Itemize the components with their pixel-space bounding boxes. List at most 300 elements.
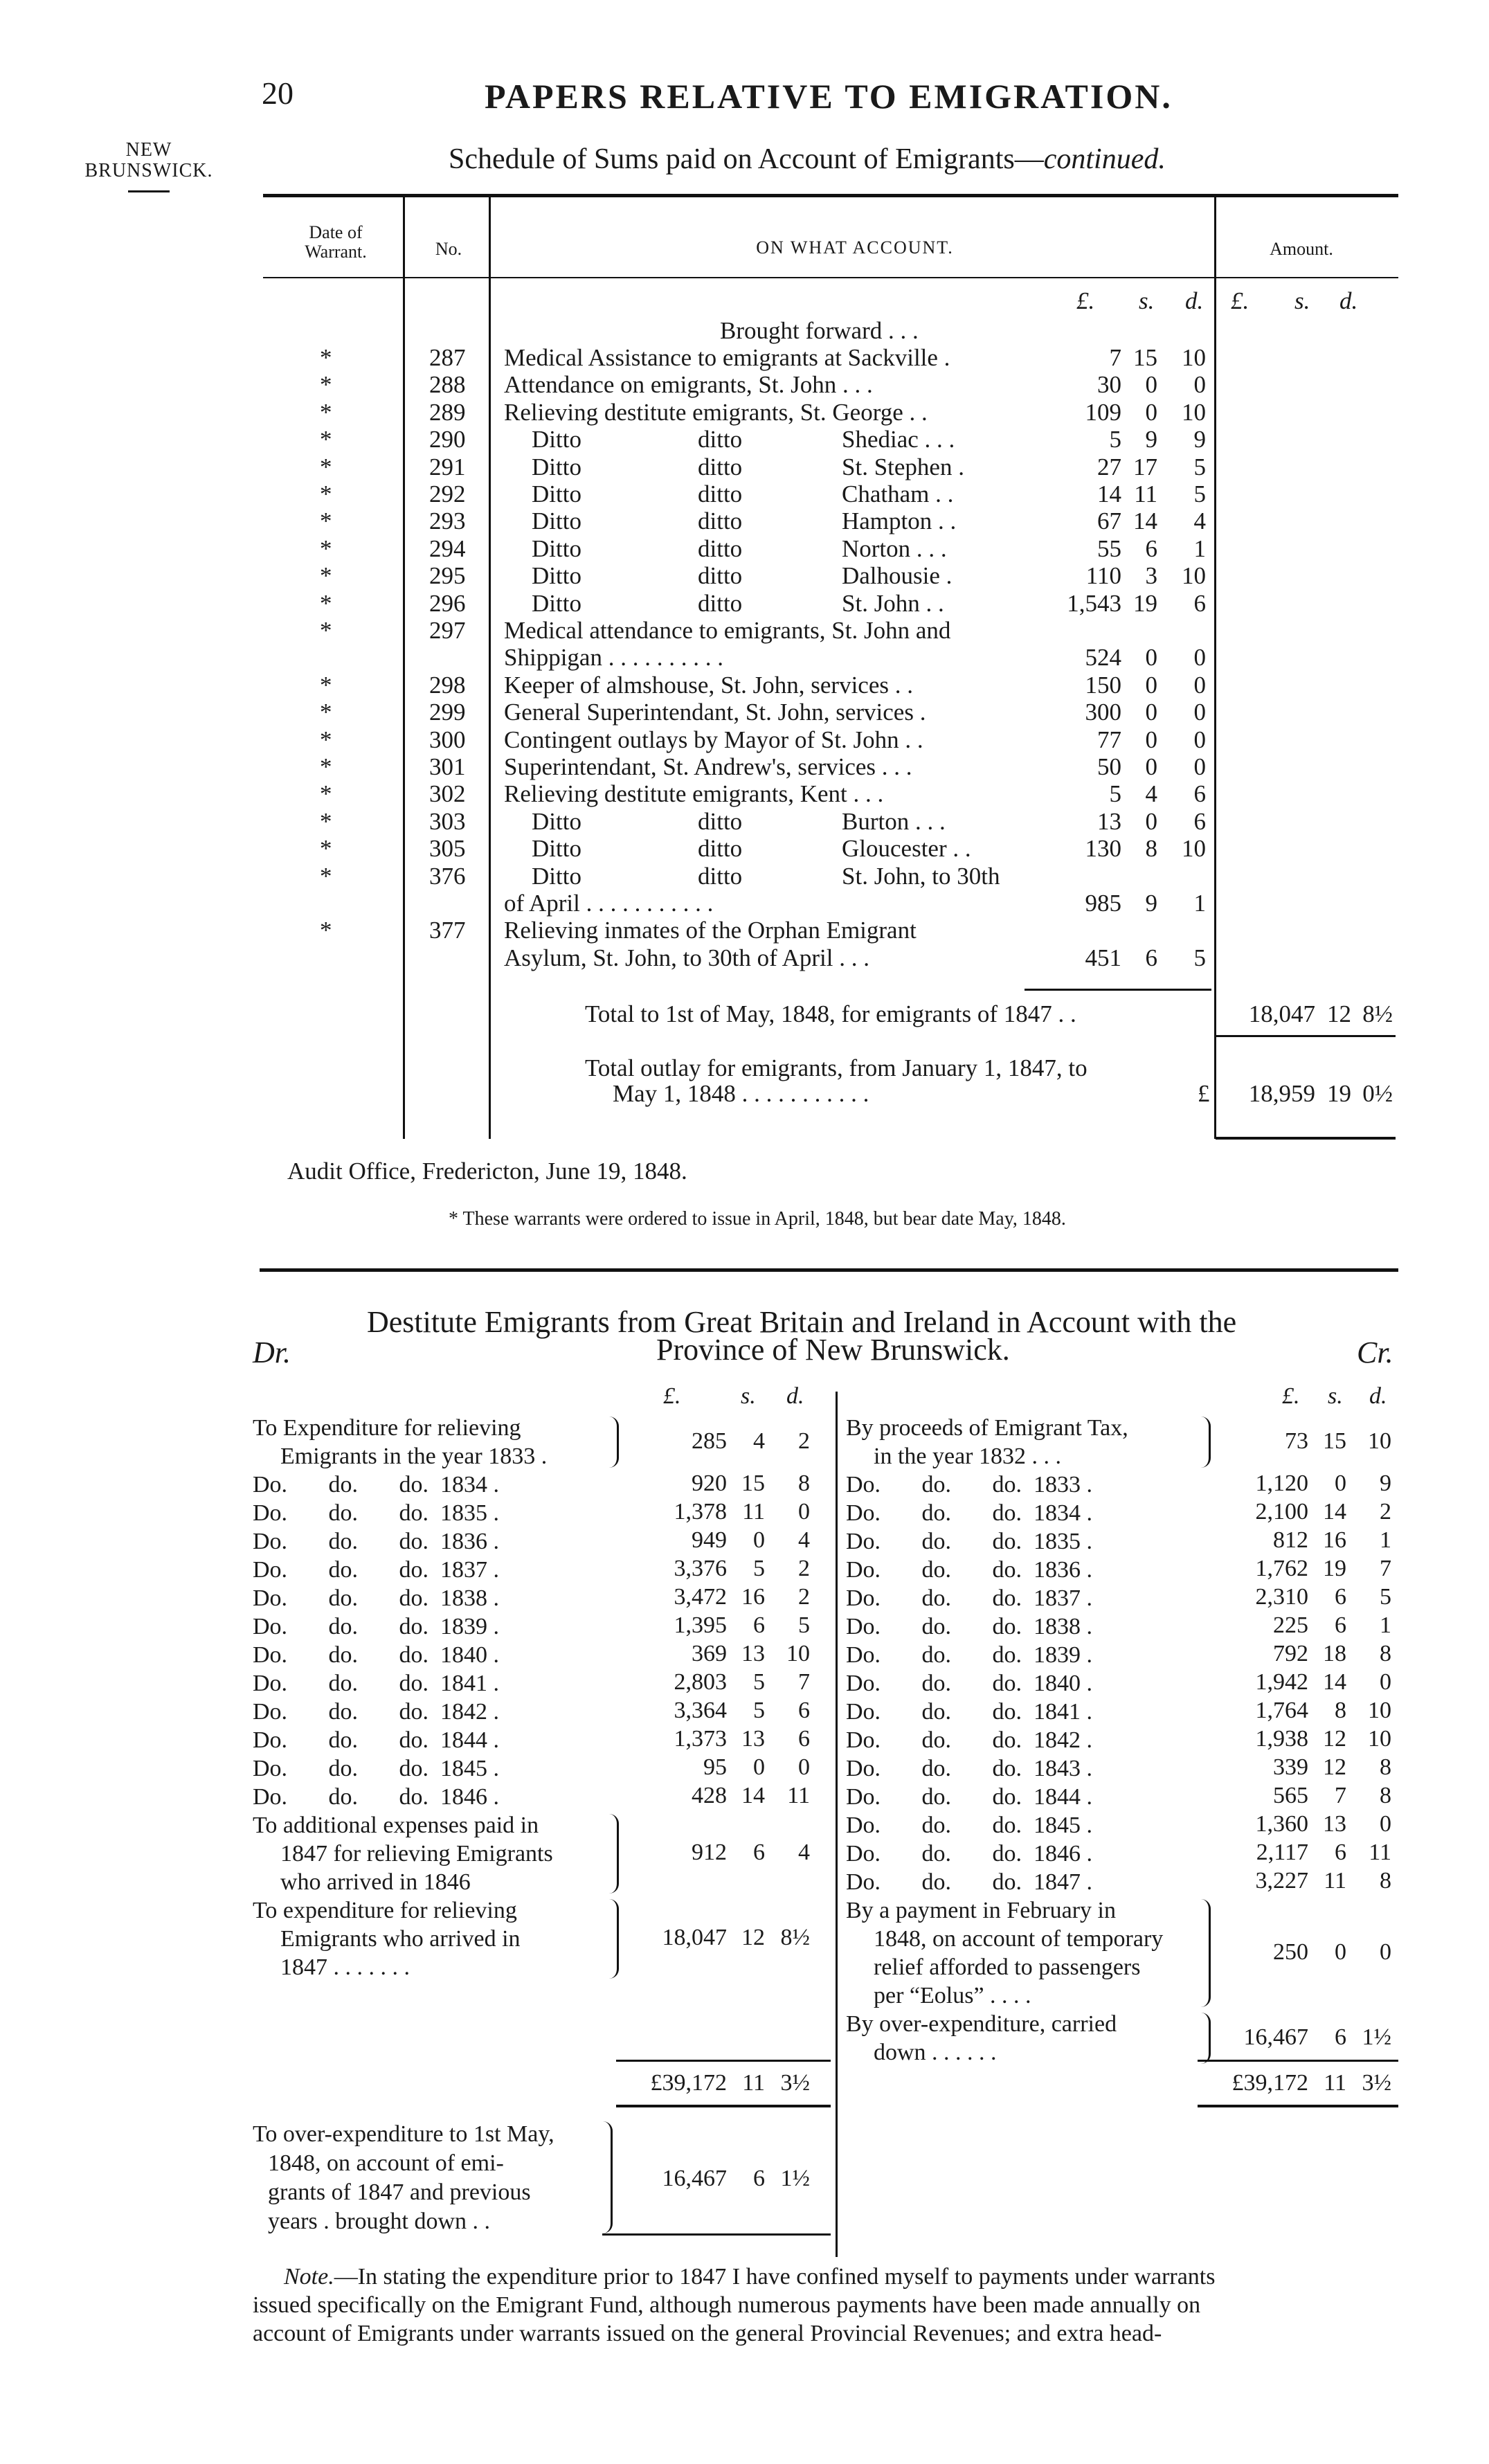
entry-line: By proceeds of Emigrant Tax,	[846, 1415, 1128, 1441]
entry-line: To Expenditure for relieving	[253, 1415, 521, 1441]
entry-pence: 6	[798, 1726, 810, 1752]
entry-line: By a payment in February in	[846, 1898, 1116, 1923]
entry-pence: 11	[1369, 1840, 1391, 1865]
dr-currency-d: d.	[786, 1383, 804, 1409]
entry-pounds: 2,100	[1255, 1499, 1308, 1525]
entry-text	[846, 1669, 1199, 1698]
warrant-star: *	[320, 426, 332, 453]
entry-pounds: 3,364	[674, 1698, 727, 1723]
warrant-number: 287	[429, 344, 466, 371]
entry-text	[846, 1726, 1199, 1754]
total-2-line-2: May 1, 1848 . . . . . . . . . . .	[613, 1080, 869, 1107]
footnote: * These warrants were ordered to issue in April, 1848, but bear date May, 1848.	[449, 1208, 1066, 1230]
account-text: Medical attendance to emigrants, St. John and	[504, 617, 951, 644]
warrant-star: *	[320, 344, 332, 371]
entry-pence: 8	[1380, 1641, 1391, 1666]
account-title-line-2: Province of New Brunswick.	[656, 1333, 1010, 1367]
entry-shillings: 18	[1323, 1641, 1346, 1666]
entry-pounds: 428	[692, 1783, 727, 1808]
entry-text	[253, 1414, 606, 1471]
brought-down-line: To over-expenditure to 1st May,	[253, 2121, 554, 2147]
amount-pence: 5	[1193, 944, 1206, 971]
entry-line: Do. do. do. 1839 .	[846, 1642, 1093, 1668]
entry-shillings: 0	[753, 1527, 765, 1553]
entry-pence: 2	[1380, 1499, 1391, 1525]
amount-pounds: 985	[1085, 890, 1121, 917]
warrant-number: 300	[429, 726, 466, 753]
entry-line: Do. do. do. 1847 .	[846, 1869, 1093, 1895]
amount-shillings: 0	[1145, 644, 1157, 672]
account-center-rule	[836, 1392, 838, 2257]
entry-line: Do. do. do. 1843 .	[846, 1756, 1093, 1781]
entry-pounds: 1,762	[1255, 1556, 1308, 1581]
entry-line: Do. do. do. 1844 .	[253, 1727, 500, 1753]
entry-pence: 1½	[1362, 2024, 1391, 2050]
cr-currency-d: d.	[1369, 1383, 1387, 1409]
entry-pounds: 3,472	[674, 1584, 727, 1610]
amount-pence: 10	[1182, 835, 1206, 863]
account-ditto: Ditto	[532, 507, 581, 535]
note-label: Note.	[284, 2264, 334, 2290]
side-note-line: BRUNSWICK.	[84, 160, 213, 181]
entry-line: Do. do. do. 1834 .	[253, 1472, 500, 1498]
account-place: Gloucester . .	[842, 835, 971, 863]
entry-pence: 10	[1368, 1428, 1391, 1454]
debit-total-d: 3½	[780, 2070, 810, 2096]
entry-pounds: 812	[1273, 1527, 1308, 1553]
entry-line: Do. do. do. 1845 .	[846, 1813, 1093, 1838]
entry-pence: 11	[787, 1783, 810, 1808]
amount-shillings: 9	[1145, 426, 1157, 453]
amount-pounds: 5	[1109, 426, 1121, 453]
amount-shillings: 0	[1145, 726, 1157, 753]
header-amount: Amount.	[1270, 239, 1333, 259]
entry-pence: 9	[1380, 1471, 1391, 1496]
warrant-number: 377	[429, 917, 466, 944]
col-rule-no	[489, 197, 491, 1139]
entry-text	[846, 1584, 1199, 1612]
entry-text	[253, 1527, 606, 1556]
entry-line: Emigrants who arrived in	[280, 1926, 521, 1952]
entry-text	[846, 1811, 1199, 1840]
account-text: Contingent outlays by Mayor of St. John . .	[504, 726, 923, 753]
dr-currency-s: s.	[741, 1383, 756, 1409]
brought-down-line: years . brought down . .	[268, 2209, 491, 2234]
entry-pence: 6	[798, 1698, 810, 1723]
amount-shillings: 6	[1145, 944, 1157, 971]
account-place: St. John, to 30th	[842, 862, 1000, 890]
warrant-number: 292	[429, 480, 466, 507]
account-place: Norton . . .	[842, 534, 947, 562]
account-text: Relieving destitute emigrants, Kent . . .	[504, 780, 884, 808]
entry-shillings: 7	[1335, 1783, 1346, 1808]
entry-brace	[606, 1417, 619, 1468]
entry-text	[846, 1556, 1199, 1584]
account-place: Chatham . .	[842, 480, 954, 507]
warrant-number: 291	[429, 453, 466, 480]
amount-pounds: 67	[1097, 507, 1121, 535]
entry-shillings: 6	[1335, 2024, 1346, 2050]
table-header-rule	[263, 277, 1398, 278]
credit-total-l: £39,172	[1231, 2070, 1308, 2096]
account-text: Medical Assistance to emigrants at Sackville .	[504, 344, 950, 371]
account-ditto: Ditto	[532, 562, 581, 590]
entry-line: Do. do. do. 1844 .	[846, 1784, 1093, 1810]
account-title-line-1: Destitute Emigrants from Great Britain and Ireland in Account with the	[367, 1305, 1237, 1339]
entry-line: Do. do. do. 1841 .	[253, 1671, 500, 1696]
entry-pounds: 18,047	[662, 1925, 727, 1950]
entry-pounds: 912	[692, 1840, 727, 1865]
entry-pence: 0	[1380, 1669, 1391, 1695]
entry-pounds: 1,395	[674, 1612, 727, 1638]
amount-pence: 0	[1193, 644, 1206, 672]
amount-shillings: 0	[1145, 671, 1157, 699]
entry-text	[846, 1783, 1199, 1811]
amount-shillings: 3	[1145, 562, 1157, 590]
amount-shillings: 0	[1145, 371, 1157, 399]
note-line: —In stating the expenditure prior to 1847 I have confined myself to payments under warrants	[334, 2264, 1216, 2290]
entry-shillings: 19	[1323, 1556, 1346, 1581]
currency-l: £.	[1076, 287, 1095, 314]
entry-shillings: 13	[741, 1641, 765, 1666]
account-ditto: ditto	[698, 453, 743, 480]
entry-line: Do. do. do. 1839 .	[253, 1614, 500, 1639]
account-text: Relieving destitute emigrants, St. George . .	[504, 398, 928, 426]
amount-pounds: 14	[1097, 480, 1121, 507]
entry-pence: 5	[1380, 1584, 1391, 1610]
entry-shillings: 12	[1323, 1726, 1346, 1752]
entry-pence: 7	[798, 1669, 810, 1695]
amount-pence: 10	[1182, 344, 1206, 371]
note-line: issued specifically on the Emigrant Fund, although numerous payments have been made annually on	[253, 2292, 1201, 2318]
entry-line: Do. do. do. 1834 .	[846, 1500, 1093, 1526]
amount-shillings: 0	[1145, 807, 1157, 835]
entry-pence: 0	[798, 1499, 810, 1525]
account-ditto: ditto	[698, 807, 743, 835]
entry-text	[253, 1471, 606, 1499]
account-place: St. John . .	[842, 589, 944, 617]
warrant-star: *	[320, 617, 332, 644]
account-place: Burton . . .	[842, 807, 946, 835]
warrant-number: 288	[429, 371, 466, 399]
entry-line: 1847 . . . . . . .	[280, 1954, 410, 1980]
entry-pence: 1	[1380, 1612, 1391, 1638]
entry-shillings: 6	[1335, 1584, 1346, 1610]
account-ditto: ditto	[698, 426, 743, 453]
warrant-star: *	[320, 753, 332, 780]
page-number: 20	[262, 75, 294, 111]
amount-pounds: 13	[1097, 807, 1121, 835]
entry-pence: 2	[798, 1428, 810, 1454]
amount-shillings: 0	[1145, 753, 1157, 780]
total-2-line-1: Total outlay for emigrants, from January 1, 1847, to	[585, 1054, 1088, 1081]
amount-pounds: 7	[1109, 344, 1121, 371]
amount-pounds: 300	[1085, 699, 1121, 726]
amount-shillings: 8	[1145, 835, 1157, 863]
warrant-number: 296	[429, 589, 466, 617]
total-1-d: 8½	[1362, 1000, 1393, 1027]
entry-shillings: 6	[753, 1612, 765, 1638]
entry-line: Do. do. do. 1833 .	[846, 1472, 1093, 1498]
entry-pounds: 73	[1285, 1428, 1308, 1454]
amount-pounds: 110	[1085, 562, 1121, 590]
entry-text	[253, 1783, 606, 1811]
total-1-s: 12	[1327, 1000, 1351, 1027]
header-date-line: Warrant.	[305, 242, 367, 262]
account-text: Attendance on emigrants, St. John . . .	[504, 371, 873, 399]
brought-down-line: grants of 1847 and previous	[268, 2179, 531, 2205]
entry-pounds: 2,117	[1256, 1840, 1308, 1865]
amount-pence: 0	[1193, 753, 1206, 780]
entry-line: Do. do. do. 1845 .	[253, 1756, 500, 1781]
warrant-star: *	[320, 699, 332, 726]
entry-pounds: 285	[692, 1428, 727, 1454]
account-ditto: ditto	[698, 862, 743, 890]
total-1-l: 18,047	[1248, 1000, 1315, 1027]
entry-pounds: 1,360	[1255, 1811, 1308, 1837]
entry-shillings: 5	[753, 1556, 765, 1581]
entry-line: Do. do. do. 1842 .	[253, 1699, 500, 1725]
currency-d: d.	[1185, 287, 1204, 314]
entry-shillings: 13	[741, 1726, 765, 1752]
account-ditto: Ditto	[532, 480, 581, 507]
amount-shillings: 4	[1145, 780, 1157, 808]
amount-pence: 1	[1193, 534, 1206, 562]
col-rule-amount	[1214, 197, 1216, 1139]
entry-pence: 8	[1380, 1868, 1391, 1894]
entry-text	[846, 2010, 1199, 2067]
total-2-l: 18,959	[1248, 1080, 1315, 1107]
warrant-star: *	[320, 835, 332, 863]
entry-line: Do. do. do. 1842 .	[846, 1727, 1093, 1753]
entry-pence: 8½	[780, 1925, 810, 1950]
warrant-star: *	[320, 862, 332, 890]
cr-label: Cr.	[1357, 1336, 1393, 1369]
warrant-number: 298	[429, 671, 466, 699]
entry-pounds: 792	[1273, 1641, 1308, 1666]
account-ditto: ditto	[698, 507, 743, 535]
entry-text	[253, 1669, 606, 1698]
schedule-title-main: Schedule of Sums paid on Account of Emigrants—	[449, 143, 1044, 175]
entry-line: To additional expenses paid in	[253, 1813, 539, 1838]
entry-text	[253, 1584, 606, 1612]
entry-shillings: 16	[1323, 1527, 1346, 1553]
entry-shillings: 14	[1323, 1499, 1346, 1525]
entry-pence: 10	[1368, 1726, 1391, 1752]
entry-pounds: 3,227	[1255, 1868, 1308, 1894]
entry-pounds: 1,938	[1255, 1726, 1308, 1752]
warrant-star: *	[320, 780, 332, 808]
entry-line: Do. do. do. 1836 .	[253, 1529, 500, 1554]
account-text: Shippigan . . . . . . . . . .	[504, 644, 723, 672]
warrant-number: 303	[429, 807, 466, 835]
entry-text	[846, 1527, 1199, 1556]
amount-pence: 10	[1182, 562, 1206, 590]
amount-pence: 5	[1193, 453, 1206, 480]
warrant-number: 305	[429, 835, 466, 863]
entry-text	[846, 1896, 1199, 2010]
entry-line: 1847 for relieving Emigrants	[280, 1841, 553, 1867]
entry-text	[846, 1868, 1199, 1896]
amount-shillings: 0	[1145, 398, 1157, 426]
warrant-number: 295	[429, 562, 466, 590]
entry-text	[253, 1811, 606, 1896]
entry-line: Do. do. do. 1838 .	[846, 1614, 1093, 1639]
entry-line: relief afforded to passengers	[874, 1954, 1141, 1980]
entry-shillings: 5	[753, 1698, 765, 1723]
warrant-number: 301	[429, 753, 466, 780]
currency-l-2: £.	[1231, 287, 1249, 314]
entry-pounds: 565	[1273, 1783, 1308, 1808]
entry-text	[846, 1414, 1199, 1471]
entry-line: Emigrants in the year 1833 .	[280, 1444, 548, 1469]
amount-pounds: 109	[1085, 398, 1121, 426]
entry-shillings: 11	[742, 1499, 765, 1525]
warrant-number: 289	[429, 398, 466, 426]
entry-line: per “Eolus” . . . .	[874, 1983, 1031, 2008]
entry-shillings: 0	[753, 1754, 765, 1780]
amount-shillings: 19	[1133, 589, 1157, 617]
currency-s-2: s.	[1294, 287, 1310, 314]
account-ditto: ditto	[698, 835, 743, 863]
brought-down-l: 16,467	[662, 2166, 727, 2191]
amount-pence: 1	[1193, 890, 1206, 917]
credit-total-s: 11	[1324, 2070, 1346, 2096]
amount-pounds: 30	[1097, 371, 1121, 399]
total-1-label: Total to 1st of May, 1848, for emigrants of 1847 . .	[585, 1000, 1076, 1027]
entry-text	[253, 1499, 606, 1527]
account-text: General Superintendant, St. John, services .	[504, 699, 926, 726]
entry-text	[253, 1726, 606, 1754]
account-ditto: ditto	[698, 480, 743, 507]
amount-pence: 6	[1193, 589, 1206, 617]
warrant-star: *	[320, 807, 332, 835]
entry-text	[846, 1840, 1199, 1868]
amount-pounds: 524	[1085, 644, 1121, 672]
entry-text	[846, 1641, 1199, 1669]
entry-shillings: 8	[1335, 1698, 1346, 1723]
account-ditto: ditto	[698, 534, 743, 562]
entry-text	[846, 1471, 1199, 1499]
amount-pence: 9	[1193, 426, 1206, 453]
account-text: of April . . . . . . . . . . .	[504, 890, 714, 917]
account-text: Asylum, St. John, to 30th of April . . .	[504, 944, 869, 971]
entry-pence: 0	[1380, 1939, 1391, 1965]
entry-pounds: 16,467	[1243, 2024, 1308, 2050]
entry-pounds: 225	[1273, 1612, 1308, 1638]
warrant-star: *	[320, 726, 332, 753]
warrant-star: *	[320, 562, 332, 590]
entry-pence: 2	[798, 1556, 810, 1581]
entry-shillings: 6	[753, 1840, 765, 1865]
amount-pence: 10	[1182, 398, 1206, 426]
account-ditto: Ditto	[532, 453, 581, 480]
warrant-star: *	[320, 398, 332, 426]
entry-text	[846, 1698, 1199, 1726]
warrant-number: 293	[429, 507, 466, 535]
amount-shillings: 15	[1133, 344, 1157, 371]
amount-pence: 0	[1193, 726, 1206, 753]
entry-text	[846, 1612, 1199, 1641]
entry-pence: 7	[1380, 1556, 1391, 1581]
account-ditto: Ditto	[532, 534, 581, 562]
entry-text	[253, 1698, 606, 1726]
warrant-number: 376	[429, 862, 466, 890]
warrant-number: 299	[429, 699, 466, 726]
entry-shillings: 5	[753, 1669, 765, 1695]
entry-shillings: 4	[753, 1428, 765, 1454]
amount-pounds: 5	[1109, 780, 1121, 808]
entry-line: Do. do. do. 1846 .	[253, 1784, 500, 1810]
amount-pounds: 150	[1085, 671, 1121, 699]
entry-text	[253, 1612, 606, 1641]
account-ditto: Ditto	[532, 862, 581, 890]
entry-line: in the year 1832 . . .	[874, 1444, 1061, 1469]
amount-shillings: 11	[1134, 480, 1157, 507]
dr-label: Dr.	[253, 1336, 291, 1369]
header-date	[270, 223, 401, 262]
entry-pounds: 369	[692, 1641, 727, 1666]
entry-pounds: 920	[692, 1471, 727, 1496]
entry-line: Do. do. do. 1835 .	[846, 1529, 1093, 1554]
running-head: PAPERS RELATIVE TO EMIGRATION.	[485, 77, 1173, 116]
entry-line: Do. do. do. 1837 .	[253, 1557, 500, 1583]
currency-s: s.	[1139, 287, 1155, 314]
entry-pence: 5	[798, 1612, 810, 1638]
amount-pounds: 50	[1097, 753, 1121, 780]
header-account: ON WHAT ACCOUNT.	[756, 237, 954, 258]
amount-pounds: 451	[1085, 944, 1121, 971]
entry-shillings: 0	[1335, 1939, 1346, 1965]
entry-pence: 4	[798, 1840, 810, 1865]
amount-pounds: 1,543	[1067, 589, 1121, 617]
entry-shillings: 13	[1323, 1811, 1346, 1837]
entry-brace	[606, 1814, 619, 1894]
amount-shillings: 14	[1133, 507, 1157, 535]
brought-forward: Brought forward . . .	[720, 317, 919, 344]
side-note	[66, 140, 232, 181]
entry-text	[846, 1754, 1199, 1783]
amount-pence: 0	[1193, 671, 1206, 699]
entry-line: Do. do. do. 1836 .	[846, 1557, 1093, 1583]
warrant-star: *	[320, 589, 332, 617]
entry-line: Do. do. do. 1846 .	[846, 1841, 1093, 1867]
warrant-star: *	[320, 507, 332, 535]
account-place: Hampton . .	[842, 507, 957, 535]
entry-pence: 8	[1380, 1783, 1391, 1808]
brought-down-d: 1½	[780, 2166, 810, 2191]
amount-pounds: 130	[1085, 835, 1121, 863]
entry-pence: 8	[1380, 1754, 1391, 1780]
amount-shillings: 0	[1145, 699, 1157, 726]
amount-pounds: 55	[1097, 534, 1121, 562]
entry-text	[253, 1896, 606, 1981]
entry-pounds: 95	[703, 1754, 727, 1780]
entry-pounds: 250	[1273, 1939, 1308, 1965]
entry-pounds: 2,310	[1255, 1584, 1308, 1610]
schedule-title-italic: continued.	[1043, 143, 1166, 175]
total-2-s: 19	[1327, 1080, 1351, 1107]
warrant-star: *	[320, 671, 332, 699]
entry-pence: 2	[798, 1584, 810, 1610]
entry-shillings: 16	[741, 1584, 765, 1610]
entry-line: Do. do. do. 1837 .	[846, 1585, 1093, 1611]
entry-pounds: 339	[1273, 1754, 1308, 1780]
amount-shillings: 6	[1145, 534, 1157, 562]
entry-shillings: 14	[1323, 1669, 1346, 1695]
brought-down-line: 1848, on account of emi-	[268, 2150, 504, 2176]
entry-pence: 1	[1380, 1527, 1391, 1553]
